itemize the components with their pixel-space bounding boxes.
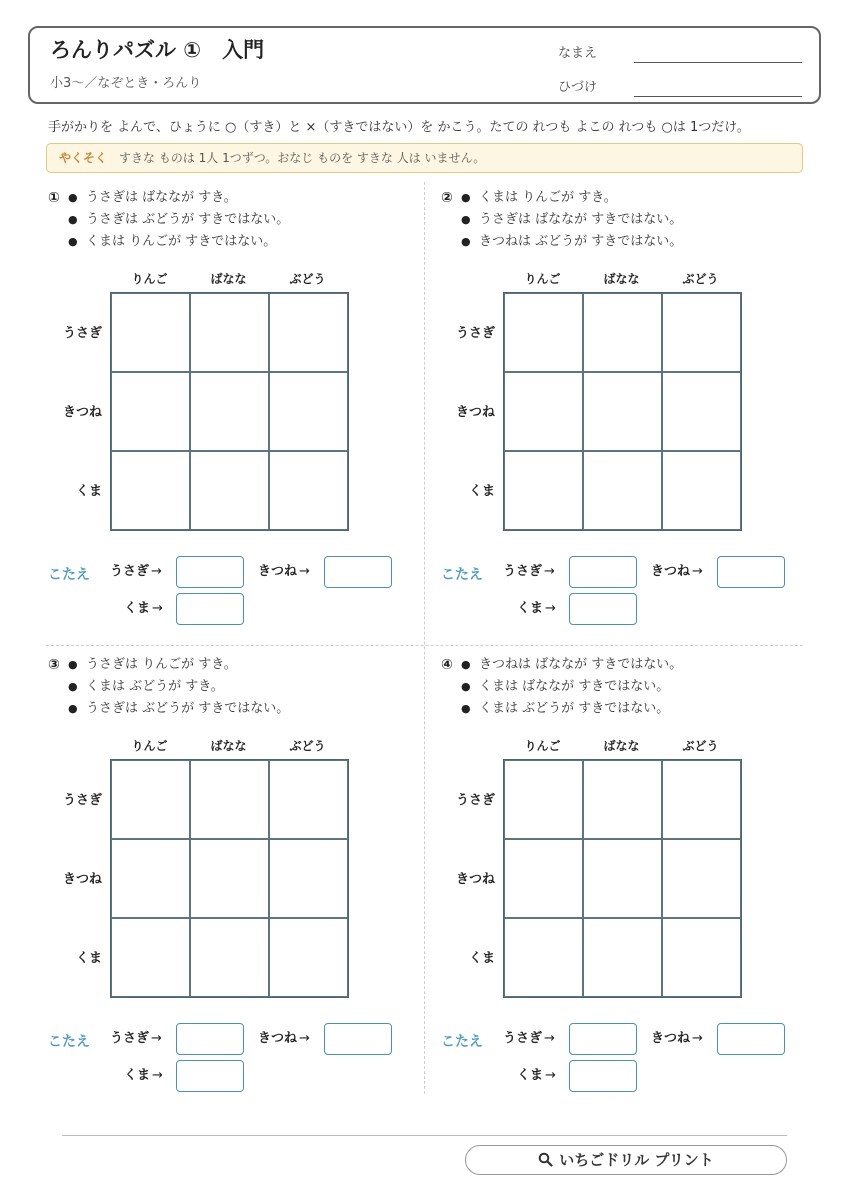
grid-cell[interactable] <box>662 760 741 839</box>
answer-area <box>48 556 428 636</box>
column-header: ぶどう <box>682 272 719 286</box>
puzzle-2 <box>441 188 821 638</box>
name-line <box>634 62 802 63</box>
answer-prompt <box>110 556 162 588</box>
answer-prompt <box>503 1023 555 1055</box>
row-header: うさぎ <box>455 326 495 341</box>
row-header: くま <box>468 951 495 966</box>
bullet-icon: ● <box>68 191 78 204</box>
clue-text: きつねは ぶどうが すきではない。 <box>479 234 683 249</box>
column-header: ばなな <box>603 739 640 753</box>
answer-label: こたえ <box>48 567 90 583</box>
arrow-icon: → <box>152 1068 163 1083</box>
answer-prompt <box>651 556 703 588</box>
answer-prompt <box>110 1023 162 1055</box>
bullet-icon: ● <box>461 191 471 204</box>
answer-box[interactable] <box>324 556 392 588</box>
answer-box[interactable] <box>324 1023 392 1055</box>
puzzle-number: ① <box>48 190 60 206</box>
clue-text: くまは ぶどうが すきではない。 <box>479 701 670 716</box>
logic-grid <box>503 292 742 531</box>
rule-label: やくそく <box>59 151 108 165</box>
name-label: なまえ <box>558 46 598 61</box>
column-header: りんご <box>131 739 168 753</box>
answer-area <box>48 1023 428 1103</box>
logic-grid <box>110 759 349 998</box>
column-header: りんご <box>524 739 561 753</box>
clue-text: きつねは ばななが すきではない。 <box>479 657 683 672</box>
grid-cell[interactable] <box>111 918 190 997</box>
answer-label: こたえ <box>48 1034 90 1050</box>
instruction-text: 手がかりを よんで、ひょうに ○（すき）と ×（すきではない）を かこう。たての れつも よこの れつも ○は 1つだけ。 <box>48 120 750 135</box>
answer-prompt <box>517 1060 556 1092</box>
puzzle-number: ③ <box>48 657 60 673</box>
grid-cell[interactable] <box>504 839 583 918</box>
arrow-icon: → <box>545 601 556 616</box>
grid-cell[interactable] <box>190 293 269 372</box>
rule-box <box>46 143 803 173</box>
clue-text: うさぎは ぶどうが すきではない。 <box>86 701 290 716</box>
grid-cell[interactable] <box>583 918 662 997</box>
puzzle-1 <box>48 188 428 638</box>
answer-box[interactable] <box>176 1023 244 1055</box>
column-header: りんご <box>524 272 561 286</box>
column-header: りんご <box>131 272 168 286</box>
grid-cell[interactable] <box>269 372 348 451</box>
grid-cell[interactable] <box>583 839 662 918</box>
bullet-icon: ● <box>461 658 471 671</box>
clue-text: くまは ぶどうが すき。 <box>86 679 224 694</box>
grid-cell[interactable] <box>662 451 741 530</box>
column-header: ぶどう <box>289 739 326 753</box>
grid-cell[interactable] <box>190 760 269 839</box>
answer-animal: くま <box>517 1068 544 1083</box>
grid-cell[interactable] <box>504 451 583 530</box>
grid-cell[interactable] <box>269 451 348 530</box>
bullet-icon: ● <box>68 235 78 248</box>
grid-cell[interactable] <box>504 760 583 839</box>
brand-text: いちごドリル プリント <box>559 1151 714 1169</box>
answer-animal: きつね <box>258 1031 298 1046</box>
arrow-icon: → <box>544 564 555 579</box>
puzzle-number: ② <box>441 190 453 206</box>
row-header: きつね <box>455 405 495 420</box>
bullet-icon: ● <box>461 680 471 693</box>
bullet-icon: ● <box>68 658 78 671</box>
column-header: ばなな <box>210 272 247 286</box>
answer-prompt <box>258 556 310 588</box>
answer-animal: うさぎ <box>503 1031 543 1046</box>
answer-box[interactable] <box>569 1060 637 1092</box>
arrow-icon: → <box>299 1031 310 1046</box>
answer-animal: くま <box>124 1068 151 1083</box>
arrow-icon: → <box>152 601 163 616</box>
answer-box[interactable] <box>176 593 244 625</box>
logic-grid <box>503 759 742 998</box>
answer-box[interactable] <box>176 1060 244 1092</box>
grid-cell[interactable] <box>111 293 190 372</box>
clue-text: うさぎは ぶどうが すきではない。 <box>86 212 290 227</box>
grid-cell[interactable] <box>269 839 348 918</box>
grid-cell[interactable] <box>111 372 190 451</box>
puzzle-number: ④ <box>441 657 453 673</box>
grid-cell[interactable] <box>583 760 662 839</box>
answer-label: こたえ <box>441 1034 483 1050</box>
grid-cell[interactable] <box>190 451 269 530</box>
grid-cell[interactable] <box>583 293 662 372</box>
row-header: きつね <box>455 872 495 887</box>
grid-cell[interactable] <box>504 293 583 372</box>
grid-cell[interactable] <box>504 918 583 997</box>
logic-grid <box>110 292 349 531</box>
row-header: きつね <box>62 872 102 887</box>
answer-box[interactable] <box>176 556 244 588</box>
rule-text: すきな ものは 1人 1つずつ。おなじ ものを すきな 人は いません。 <box>119 151 486 165</box>
arrow-icon: → <box>692 1031 703 1046</box>
row-header: うさぎ <box>62 793 102 808</box>
answer-animal: きつね <box>651 564 691 579</box>
date-line <box>634 96 802 97</box>
answer-animal: きつね <box>258 564 298 579</box>
grid-cell[interactable] <box>662 839 741 918</box>
answer-animal: うさぎ <box>110 564 150 579</box>
answer-prompt <box>517 593 556 625</box>
row-header: うさぎ <box>455 793 495 808</box>
arrow-icon: → <box>151 564 162 579</box>
bullet-icon: ● <box>68 213 78 226</box>
clue-text: うさぎは ばななが すき。 <box>86 190 237 205</box>
grid-cell[interactable] <box>662 293 741 372</box>
clue-text: くまは りんごが すき。 <box>479 190 617 205</box>
grid-cell[interactable] <box>269 918 348 997</box>
row-header: くま <box>75 951 102 966</box>
answer-prompt <box>124 593 163 625</box>
grid-cell[interactable] <box>111 839 190 918</box>
row-header: きつね <box>62 405 102 420</box>
answer-animal: くま <box>517 601 544 616</box>
grid-cell[interactable] <box>190 372 269 451</box>
brand-badge[interactable] <box>465 1145 787 1175</box>
clue-text: うさぎは ばななが すきではない。 <box>479 212 683 227</box>
answer-prompt <box>503 556 555 588</box>
answer-animal: きつね <box>651 1031 691 1046</box>
arrow-icon: → <box>545 1068 556 1083</box>
grid-cell[interactable] <box>504 372 583 451</box>
answer-animal: くま <box>124 601 151 616</box>
footer-divider <box>62 1135 787 1136</box>
grid-cell[interactable] <box>111 760 190 839</box>
answer-box[interactable] <box>569 1023 637 1055</box>
column-header: ばなな <box>603 272 640 286</box>
grid-cell[interactable] <box>662 918 741 997</box>
horizontal-divider <box>46 645 803 646</box>
answer-box[interactable] <box>569 556 637 588</box>
grid-cell[interactable] <box>269 760 348 839</box>
row-header: くま <box>75 484 102 499</box>
answer-box[interactable] <box>717 1023 785 1055</box>
answer-prompt <box>651 1023 703 1055</box>
row-header: くま <box>468 484 495 499</box>
clue-text: くまは りんごが すきではない。 <box>86 234 277 249</box>
grid-cell[interactable] <box>190 918 269 997</box>
grid-cell[interactable] <box>111 451 190 530</box>
grid-cell[interactable] <box>269 293 348 372</box>
bullet-icon: ● <box>68 702 78 715</box>
answer-animal: うさぎ <box>503 564 543 579</box>
grid-cell[interactable] <box>190 839 269 918</box>
bullet-icon: ● <box>461 213 471 226</box>
puzzle-4 <box>441 655 821 1105</box>
arrow-icon: → <box>151 1031 162 1046</box>
search-icon <box>538 1152 553 1167</box>
answer-area <box>441 556 821 636</box>
column-header: ばなな <box>210 739 247 753</box>
grid-cell[interactable] <box>583 451 662 530</box>
date-label: ひづけ <box>558 80 598 95</box>
answer-area <box>441 1023 821 1103</box>
grid-cell[interactable] <box>662 372 741 451</box>
clue-text: くまは ばななが すきではない。 <box>479 679 670 694</box>
answer-prompt <box>124 1060 163 1092</box>
answer-label: こたえ <box>441 567 483 583</box>
answer-animal: うさぎ <box>110 1031 150 1046</box>
arrow-icon: → <box>299 564 310 579</box>
bullet-icon: ● <box>68 680 78 693</box>
answer-box[interactable] <box>569 593 637 625</box>
page-title: ろんりパズル ① 入門 <box>50 38 265 62</box>
arrow-icon: → <box>544 1031 555 1046</box>
bullet-icon: ● <box>461 235 471 248</box>
puzzle-3 <box>48 655 428 1105</box>
clue-text: うさぎは りんごが すき。 <box>86 657 237 672</box>
bullet-icon: ● <box>461 702 471 715</box>
row-header: うさぎ <box>62 326 102 341</box>
answer-box[interactable] <box>717 556 785 588</box>
column-header: ぶどう <box>289 272 326 286</box>
answer-prompt <box>258 1023 310 1055</box>
column-header: ぶどう <box>682 739 719 753</box>
arrow-icon: → <box>692 564 703 579</box>
grid-cell[interactable] <box>583 372 662 451</box>
page-subtitle: 小3～／なぞとき・ろんり <box>50 76 202 91</box>
worksheet-header <box>28 26 821 104</box>
